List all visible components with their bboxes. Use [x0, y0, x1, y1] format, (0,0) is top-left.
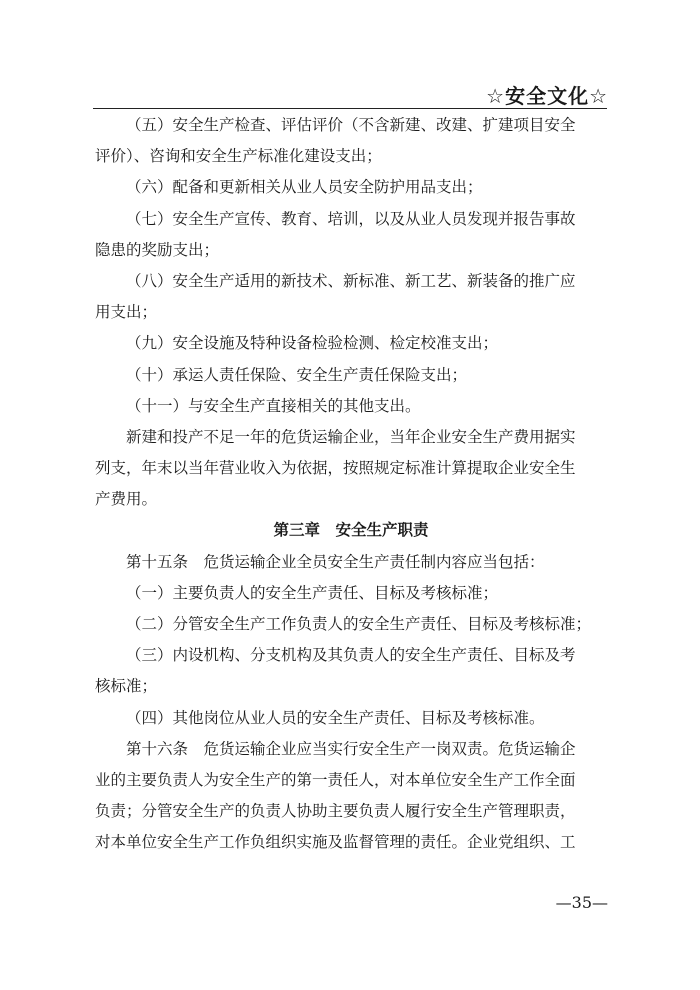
- article-line: 第十六条 危货运输企业应当实行安全生产一岗双责。危货运输企: [126, 739, 576, 758]
- chapter-heading: 第三章 安全生产职责: [273, 521, 429, 540]
- paragraph-line: （一）主要负责人的安全生产责任、目标及考核标准；: [126, 583, 499, 602]
- paragraph-line: （三）内设机构、分支机构及其负责人的安全生产责任、目标及考: [126, 646, 576, 665]
- paragraph-line: （九）安全设施及特种设备检验检测、检定校准支出；: [126, 334, 499, 353]
- paragraph-line: 产费用。: [95, 490, 158, 509]
- paragraph-line: 对本单位安全生产工作负组织实施及监督管理的责任。企业党组织、工: [95, 833, 576, 852]
- document-body: [95, 110, 607, 859]
- header-title: ☆安全文化☆: [486, 84, 608, 108]
- paragraph-line: 隐患的奖励支出；: [95, 240, 220, 259]
- paragraph-line: （五）安全生产检查、评估评价（不含新建、改建、扩建项目安全: [126, 116, 576, 134]
- paragraph-line: （十一）与安全生产直接相关的其他支出。: [126, 396, 421, 415]
- paragraph-line: 列支，年末以当年营业收入为依据，按照规定标准计算提取企业安全生: [95, 459, 576, 478]
- paragraph-line: （六）配备和更新相关从业人员安全防护用品支出；: [126, 178, 483, 197]
- paragraph-line: 业的主要负责人为安全生产的第一责任人，对本单位安全生产工作全面: [95, 770, 576, 789]
- paragraph-line: （七）安全生产宣传、教育、培训，以及从业人员发现并报告事故: [126, 209, 576, 228]
- paragraph-line: 新建和投产不足一年的危货运输企业，当年企业安全生产费用据实: [126, 427, 576, 446]
- header-rule: [93, 108, 607, 109]
- paragraph-line: 用支出；: [95, 303, 158, 322]
- page-number: —35—: [555, 893, 608, 912]
- paragraph-line: 负责；分管安全生产的负责人协助主要负责人履行安全生产管理职责，: [95, 802, 576, 821]
- paragraph-line: （二）分管安全生产工作负责人的安全生产责任、目标及考核标准；: [126, 615, 592, 633]
- paragraph-line: 核标准；: [95, 677, 158, 696]
- paragraph-line: 评价）、咨询和安全生产标准化建设支出；: [95, 147, 382, 166]
- article-line: 第十五条 危货运输企业全员安全生产责任制内容应当包括：: [126, 552, 545, 571]
- paragraph-line: （十）承运人责任保险、安全生产责任保险支出；: [126, 365, 468, 384]
- paragraph-line: （四）其他岗位从业人员的安全生产责任、目标及考核标准。: [126, 708, 545, 727]
- paragraph-line: （八）安全生产适用的新技术、新标准、新工艺、新装备的推广应: [126, 271, 576, 290]
